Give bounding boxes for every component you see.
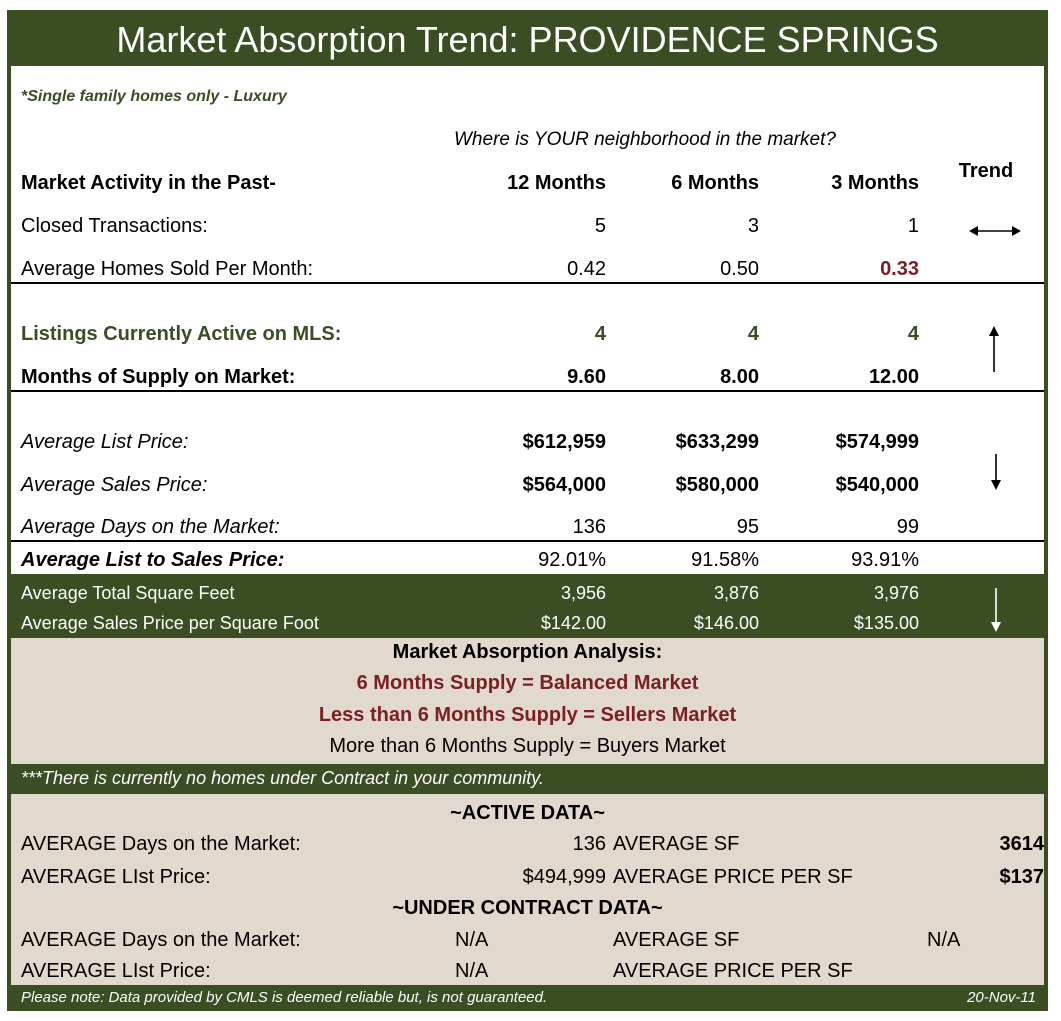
active-days-label: AVERAGE Days on the Market: — [21, 833, 301, 855]
list-price-6: $633,299 — [675, 431, 759, 453]
square-feet-band — [11, 574, 1044, 638]
price-sqft-3: $135.00 — [853, 613, 919, 633]
footer-disclaimer: Please note: Data provided by CMLS is deemed reliable but, is not guaranteed. — [21, 989, 548, 1006]
supply-12: 9.60 — [567, 366, 606, 388]
market-activity-label: Market Activity in the Past- — [21, 172, 276, 194]
active-data-heading: ~ACTIVE DATA~ — [450, 802, 605, 824]
avg-sold-12: 0.42 — [567, 258, 606, 280]
list-to-sales-12: 92.01% — [538, 549, 606, 571]
footer-date: 20-Nov-11 — [967, 989, 1036, 1006]
active-ppsf-value: $137 — [999, 866, 1044, 888]
up-arrow-icon — [988, 326, 1000, 372]
sqft-6: 3,876 — [713, 583, 759, 603]
uc-list-label: AVERAGE LIst Price: — [21, 960, 211, 982]
days-12: 136 — [572, 516, 606, 538]
days-3: 99 — [896, 516, 919, 538]
avg-list-price-label: Average List Price: — [21, 431, 189, 453]
divider — [11, 390, 1044, 392]
analysis-heading: Market Absorption Analysis: — [392, 641, 663, 663]
closed-3: 1 — [907, 215, 919, 237]
report-frame — [7, 10, 1048, 1011]
neighborhood-question: Where is YOUR neighborhood in the market? — [454, 129, 836, 150]
uc-list-value: N/A — [455, 960, 489, 982]
col-header-12-months: 12 Months — [507, 172, 606, 194]
analysis-balanced: 6 Months Supply = Balanced Market — [356, 672, 699, 694]
uc-days-label: AVERAGE Days on the Market: — [21, 929, 301, 951]
avg-sqft-label: Average Total Square Feet — [21, 583, 235, 603]
list-price-12: $612,959 — [522, 431, 606, 453]
avg-homes-sold-label: Average Homes Sold Per Month: — [21, 258, 314, 280]
contract-note: ***There is currently no homes under Contract in your community. — [21, 768, 544, 788]
sales-price-3: $540,000 — [835, 474, 919, 496]
col-header-6-months: 6 Months — [671, 172, 759, 194]
supply-3: 12.00 — [868, 366, 919, 388]
sales-price-12: $564,000 — [522, 474, 606, 496]
list-to-sales-3: 93.91% — [851, 549, 919, 571]
avg-sold-6: 0.50 — [720, 258, 759, 280]
closed-6: 3 — [747, 215, 759, 237]
uc-sf-value: N/A — [927, 929, 961, 951]
report-subtitle: *Single family homes only - Luxury — [21, 88, 287, 105]
avg-sales-price-label: Average Sales Price: — [21, 474, 208, 496]
col-header-trend: Trend — [958, 160, 1014, 182]
uc-sf-label: AVERAGE SF — [613, 929, 740, 951]
listings-12: 4 — [594, 323, 606, 345]
listings-3: 4 — [907, 323, 919, 345]
days-6: 95 — [736, 516, 759, 538]
sales-price-6: $580,000 — [675, 474, 759, 496]
active-ppsf-label: AVERAGE PRICE PER SF — [613, 866, 853, 888]
left-right-arrow-icon — [969, 224, 1021, 238]
down-arrow-icon — [990, 588, 1002, 632]
avg-list-to-sales-label: Average List to Sales Price: — [21, 549, 285, 571]
closed-12: 5 — [594, 215, 606, 237]
listings-6: 4 — [747, 323, 759, 345]
active-days-value: 136 — [572, 833, 606, 855]
uc-days-value: N/A — [455, 929, 489, 951]
list-price-3: $574,999 — [835, 431, 919, 453]
contract-note-band — [11, 764, 1044, 794]
avg-sold-3: 0.33 — [880, 258, 919, 280]
analysis-buyers: More than 6 Months Supply = Buyers Market — [329, 735, 726, 757]
avg-days-market-label: Average Days on the Market: — [21, 516, 280, 538]
list-to-sales-6: 91.58% — [691, 549, 759, 571]
absorption-analysis-box — [11, 638, 1044, 764]
down-arrow-icon — [990, 454, 1002, 490]
price-sqft-12: $142.00 — [540, 613, 606, 633]
uc-ppsf-label: AVERAGE PRICE PER SF — [613, 960, 853, 982]
active-sf-value: 3614 — [999, 833, 1044, 855]
price-sqft-6: $146.00 — [693, 613, 759, 633]
divider — [11, 282, 1044, 284]
active-sf-label: AVERAGE SF — [613, 833, 740, 855]
listings-active-label: Listings Currently Active on MLS: — [21, 323, 342, 345]
col-header-3-months: 3 Months — [831, 172, 919, 194]
avg-price-sqft-label: Average Sales Price per Square Foot — [21, 613, 319, 633]
months-supply-label: Months of Supply on Market: — [21, 366, 296, 388]
active-list-label: AVERAGE LIst Price: — [21, 866, 211, 888]
supply-6: 8.00 — [720, 366, 759, 388]
under-contract-heading: ~UNDER CONTRACT DATA~ — [392, 897, 663, 919]
divider — [11, 540, 1044, 542]
active-data-box — [11, 794, 1044, 985]
closed-transactions-label: Closed Transactions: — [21, 215, 208, 237]
sqft-12: 3,956 — [560, 583, 606, 603]
active-list-value: $494,999 — [522, 866, 606, 888]
footer-band — [11, 985, 1044, 1011]
report-title: Market Absorption Trend: PROVIDENCE SPRINGS — [11, 14, 1044, 66]
sqft-3: 3,976 — [873, 583, 919, 603]
analysis-sellers: Less than 6 Months Supply = Sellers Market — [318, 704, 737, 726]
